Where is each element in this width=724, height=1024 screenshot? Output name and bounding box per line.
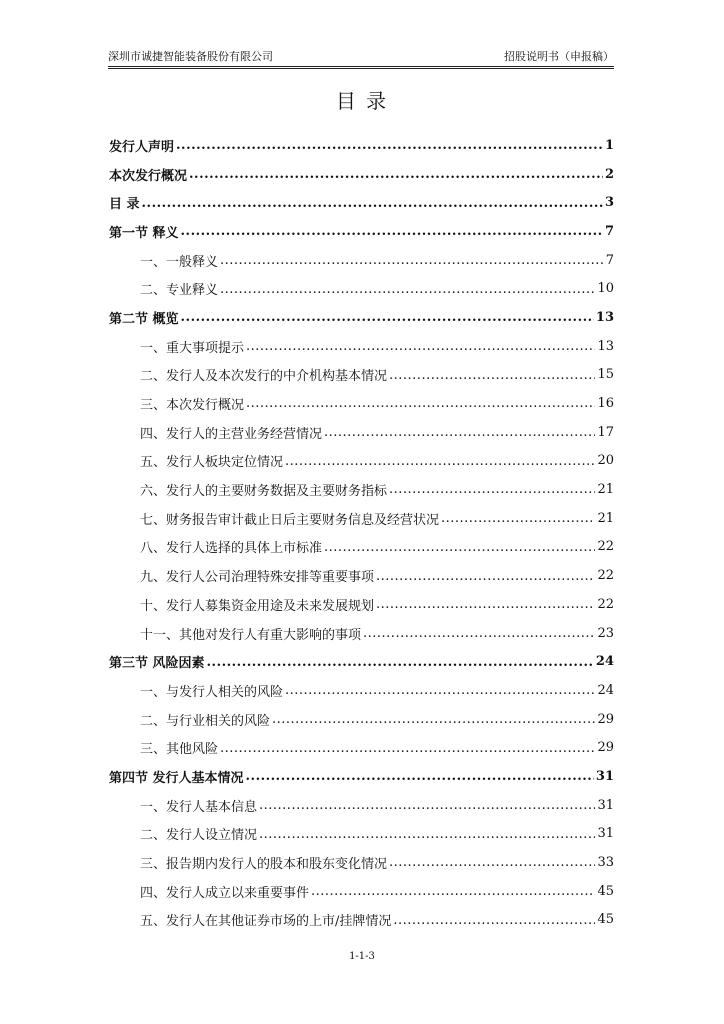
toc-entry-page-number: 3 — [604, 195, 614, 211]
toc-subsection-entry[interactable] — [109, 619, 614, 648]
toc-dot-leader — [441, 511, 595, 525]
footer-page-number: 1-1-3 — [349, 951, 375, 962]
toc-section-entry[interactable] — [109, 188, 614, 217]
toc-entry-title: 十一、其他对发行人有重大影响的事项 — [140, 627, 362, 643]
toc-entry-page-number: 10 — [597, 281, 614, 297]
toc-entry-title: 一、与发行人相关的风险 — [140, 684, 284, 700]
toc-entry-title: 二、专业释义 — [140, 283, 219, 299]
toc-dot-leader — [176, 138, 603, 152]
toc-subsection-entry[interactable] — [109, 906, 614, 935]
toc-subsection-entry[interactable] — [109, 561, 614, 590]
toc-entry-page-number: 45 — [597, 883, 614, 899]
toc-entry-title: 五、发行人在其他证券市场的上市/挂牌情况 — [140, 914, 392, 930]
toc-dot-leader — [259, 827, 595, 841]
toc-entry-title: 三、其他风险 — [140, 742, 219, 758]
toc-entry-title: 发行人声明 — [109, 139, 175, 155]
toc-dot-leader — [393, 913, 595, 927]
toc-dot-leader — [376, 569, 595, 583]
toc-entry-page-number: 1 — [604, 137, 614, 153]
toc-dot-leader — [220, 253, 604, 267]
toc-entry-title: 十、发行人募集资金用途及未来发展规划 — [140, 598, 375, 614]
toc-entry-page-number: 22 — [597, 596, 614, 612]
toc-section-entry[interactable] — [109, 647, 614, 676]
toc-entry-title: 二、发行人及本次发行的中介机构基本情况 — [140, 369, 388, 385]
toc-dot-leader — [181, 224, 603, 238]
toc-dot-leader — [389, 855, 595, 869]
toc-subsection-entry[interactable] — [109, 733, 614, 762]
toc-entry-page-number: 31 — [597, 797, 614, 813]
toc-subsection-entry[interactable] — [109, 791, 614, 820]
toc-entry-title: 第二节 概览 — [109, 311, 179, 327]
toc-entry-page-number: 31 — [595, 768, 614, 784]
toc-dot-leader — [189, 167, 603, 181]
toc-subsection-entry[interactable] — [109, 389, 614, 418]
toc-subsection-entry[interactable] — [109, 447, 614, 476]
header-document-type: 招股说明书（申报稿） — [504, 50, 614, 63]
toc-entry-title: 五、发行人板块定位情况 — [140, 455, 284, 471]
toc-subsection-entry[interactable] — [109, 877, 614, 906]
toc-entry-title: 九、发行人公司治理特殊安排等重要事项 — [140, 570, 375, 586]
toc-subsection-entry[interactable] — [109, 475, 614, 504]
toc-subsection-entry[interactable] — [109, 361, 614, 390]
toc-entry-title: 八、发行人选择的具体上市标准 — [140, 541, 323, 557]
toc-subsection-entry[interactable] — [109, 820, 614, 849]
toc-entry-page-number: 21 — [597, 482, 614, 498]
toc-dot-leader — [207, 655, 594, 669]
toc-section-entry[interactable] — [109, 762, 614, 791]
toc-dot-leader — [324, 540, 595, 554]
toc-entry-page-number: 22 — [597, 568, 614, 584]
toc-entry-page-number: 22 — [597, 539, 614, 555]
toc-entry-page-number: 7 — [604, 223, 614, 239]
toc-section-entry[interactable] — [109, 303, 614, 332]
toc-entry-title: 三、报告期内发行人的股本和股东变化情况 — [140, 857, 388, 873]
toc-subsection-entry[interactable] — [109, 274, 614, 303]
toc-dot-leader — [389, 368, 595, 382]
toc-dot-leader — [376, 597, 595, 611]
toc-entry-page-number: 31 — [597, 826, 614, 842]
toc-entry-title: 第一节 释义 — [109, 225, 179, 241]
toc-entry-title: 四、发行人成立以来重要事件 — [140, 885, 310, 901]
toc-dot-leader — [259, 798, 595, 812]
toc-entry-title: 七、财务报告审计截止日后主要财务信息及经营状况 — [140, 512, 440, 528]
toc-entry-title: 目 录 — [109, 197, 140, 213]
header-company-name: 深圳市诚捷智能装备股份有限公司 — [108, 50, 273, 63]
toc-dot-leader — [181, 310, 594, 324]
toc-dot-leader — [285, 454, 595, 468]
toc-entry-title: 本次发行概况 — [109, 168, 188, 184]
toc-subsection-entry[interactable] — [109, 705, 614, 734]
toc-dot-leader — [311, 884, 595, 898]
toc-dot-leader — [142, 196, 603, 210]
toc-dot-leader — [246, 396, 595, 410]
page-title: 目 录 — [335, 89, 389, 113]
toc-dot-leader — [285, 683, 595, 697]
page-footer — [0, 951, 724, 962]
toc-entry-page-number: 2 — [604, 166, 614, 182]
toc-entry-title: 二、发行人设立情况 — [140, 828, 258, 844]
toc-subsection-entry[interactable] — [109, 848, 614, 877]
toc-entry-page-number: 45 — [597, 912, 614, 928]
toc-entry-page-number: 20 — [597, 453, 614, 469]
toc-dot-leader — [363, 626, 595, 640]
header-rule — [108, 66, 614, 67]
page-header — [108, 50, 614, 64]
toc-entry-page-number: 15 — [597, 367, 614, 383]
toc-entry-page-number: 17 — [597, 424, 614, 440]
toc-entry-title: 六、发行人的主要财务数据及主要财务指标 — [140, 484, 388, 500]
toc-entry-title: 三、本次发行概况 — [140, 398, 245, 414]
toc-entry-title: 第三节 风险因素 — [109, 656, 205, 672]
toc-dot-leader — [272, 712, 595, 726]
toc-entry-title: 第四节 发行人基本情况 — [109, 770, 244, 786]
toc-entry-page-number: 24 — [597, 682, 614, 698]
toc-section-entry[interactable] — [109, 160, 614, 189]
toc-entry-page-number: 29 — [597, 711, 614, 727]
toc-dot-leader — [389, 482, 595, 496]
toc-subsection-entry[interactable] — [109, 590, 614, 619]
toc-subsection-entry[interactable] — [109, 533, 614, 562]
toc-subsection-entry[interactable] — [109, 504, 614, 533]
toc-subsection-entry[interactable] — [109, 332, 614, 361]
toc-subsection-entry[interactable] — [109, 246, 614, 275]
toc-entry-page-number: 16 — [597, 396, 614, 412]
toc-entry-page-number: 23 — [597, 625, 614, 641]
toc-entry-page-number: 13 — [595, 309, 614, 325]
header-rule-secondary — [108, 68, 614, 69]
toc-section-entry[interactable] — [109, 131, 614, 160]
toc-section-entry[interactable] — [109, 217, 614, 246]
toc-dot-leader — [246, 339, 595, 353]
toc-entry-title: 一、重大事项提示 — [140, 340, 245, 356]
toc-dot-leader — [220, 741, 595, 755]
toc-entry-page-number: 21 — [597, 510, 614, 526]
toc-entry-title: 一、一般释义 — [140, 254, 219, 270]
toc-entry-page-number: 33 — [597, 855, 614, 871]
table-of-contents — [109, 131, 614, 934]
toc-entry-page-number: 13 — [597, 338, 614, 354]
toc-subsection-entry[interactable] — [109, 676, 614, 705]
toc-dot-leader — [246, 769, 594, 783]
toc-entry-page-number: 29 — [597, 740, 614, 756]
toc-entry-title: 四、发行人的主营业务经营情况 — [140, 426, 323, 442]
toc-entry-page-number: 24 — [595, 654, 614, 670]
toc-subsection-entry[interactable] — [109, 418, 614, 447]
toc-dot-leader — [220, 282, 595, 296]
toc-entry-title: 二、与行业相关的风险 — [140, 713, 271, 729]
toc-dot-leader — [324, 425, 595, 439]
toc-entry-page-number: 7 — [605, 252, 614, 268]
toc-entry-title: 一、发行人基本信息 — [140, 799, 258, 815]
